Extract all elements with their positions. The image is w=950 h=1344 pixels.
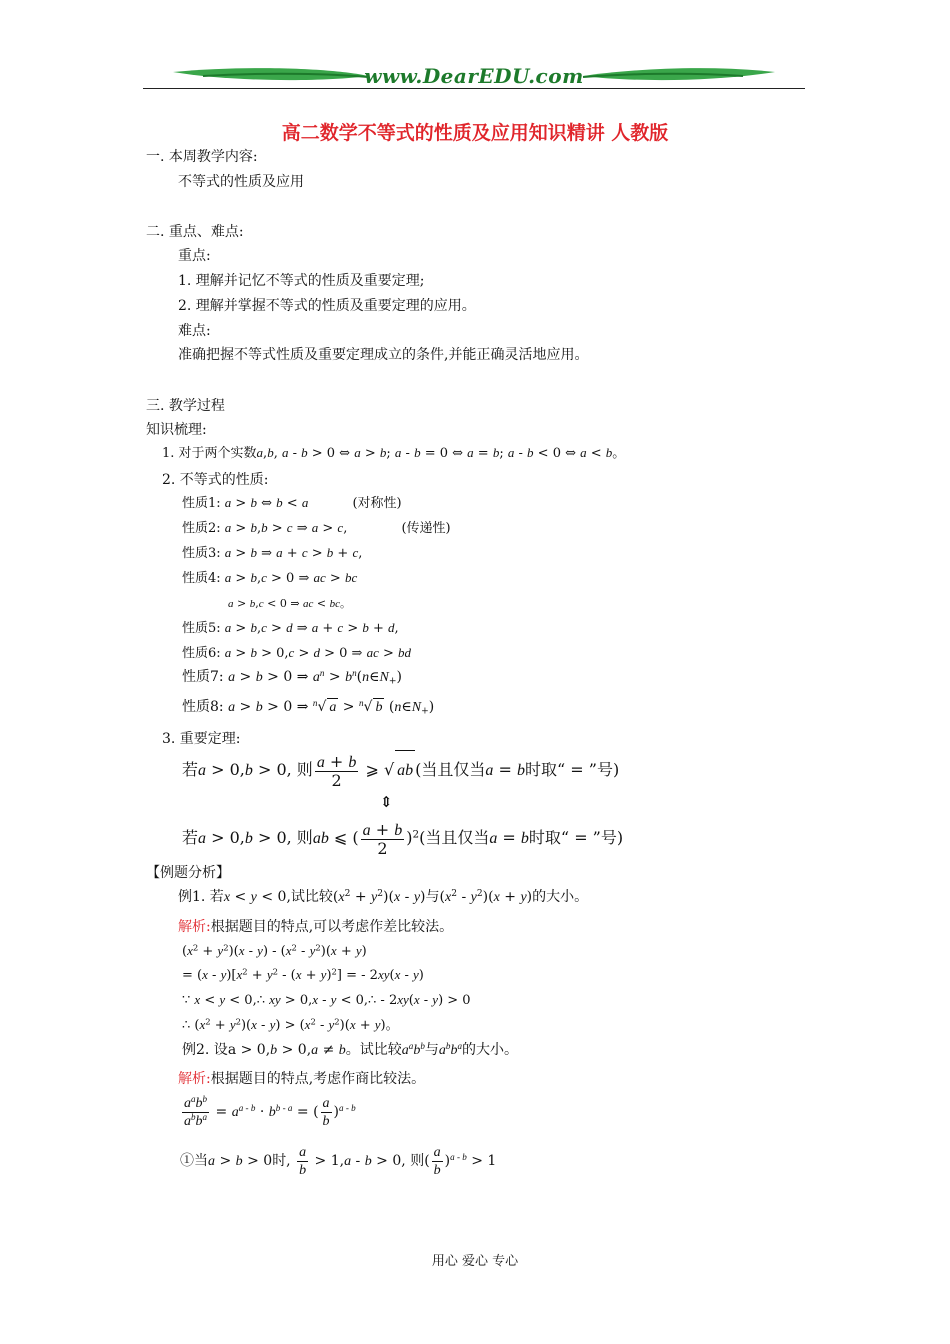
property-8: 性质8: a > b > 0 ⇒ $^n$√ a > $^n$√ b $(n\in N_+)$ bbox=[182, 698, 435, 717]
property-2: 性质2: a > b,b > c ⇒ a > c, (传递性) bbox=[182, 520, 451, 536]
key-point-2: 2. 理解并掌握不等式的性质及重要定理的应用。 bbox=[178, 298, 476, 314]
item1-comparison: 1. 对于两个实数a,b, a - b > 0 ⇔ a > b; a - b = 0 ⇔ a = b; a - b < 0 ⇔ a < b。 bbox=[162, 445, 626, 461]
property-1: 性质1: a > b ⇔ b < a (对称性) bbox=[182, 495, 402, 511]
section1-content: 不等式的性质及应用 bbox=[178, 174, 304, 190]
examples-heading: 【例题分析】 bbox=[146, 865, 230, 881]
property-4-corollary: a > b,c < 0 ⇒ ac < bc。 bbox=[228, 597, 352, 610]
item2-heading: 2. 不等式的性质: bbox=[162, 472, 269, 488]
key-label: 重点: bbox=[178, 248, 211, 264]
theorem-am-gm: 若a > 0,b > 0, 则 $\frac{a + b}{2}$ ⩾ √ ab (当且仅当a = b时取“ = ”号) bbox=[182, 751, 620, 790]
section3-heading: 三. 教学过程 bbox=[146, 398, 225, 414]
example-1-step-2: = $(x - y)[x^2 + y^2 - (x + y)^2]$ = - 2xy(x - y) bbox=[182, 966, 424, 983]
example-2-case-1: ①当a > b > 0时, $\frac{a}{b}$ > 1,a - b > 0, 则( $\frac{a}{b}$ )$^{a - b}$ > 1 bbox=[180, 1144, 497, 1178]
header-rule bbox=[143, 88, 805, 89]
property-3: 性质3: a > b ⇒ a + c > b + c, bbox=[182, 545, 363, 561]
example-1-step-1: $(x^2 + y^2)(x - y) - (x^2 - y^2)(x + y)$ bbox=[182, 942, 367, 959]
section1-heading: 一. 本周教学内容: bbox=[146, 149, 258, 165]
example-1-step-3: ∵ x < y < 0,∴ xy > 0,x - y < 0,∴ - 2xy(x - y) > 0 bbox=[182, 992, 471, 1008]
item3-heading: 3. 重要定理: bbox=[162, 731, 241, 747]
property-7: 性质7: a > b > 0 ⇒ $a^n$ > $b^n(n\in N_+)$ bbox=[182, 668, 402, 687]
section2-heading: 二. 重点、难点: bbox=[146, 224, 244, 240]
key-point-1: 1. 理解并记忆不等式的性质及重要定理; bbox=[178, 273, 425, 289]
equivalence-arrow-icon: ⇕ bbox=[380, 793, 393, 811]
property-5: 性质5: a > b,c > d ⇒ a + c > b + d, bbox=[182, 620, 399, 636]
example-1-conclusion: ∴ $(x^2 + y^2)(x - y) > (x^2 - y^2)(x + y)$。 bbox=[182, 1016, 399, 1033]
page-footer: 用心 爱心 专心 bbox=[431, 1254, 519, 1269]
example-1-analysis: 解析:根据题目的特点,可以考虑作差比较法。 bbox=[178, 919, 454, 935]
example-2-question: 例2. 设a > 0,b > 0,a ≠ b。试比较$a^ab^b$与$a^bb^a$的大小。 bbox=[182, 1041, 518, 1058]
example-2-quotient: $\frac{a^ab^b}{a^bb^a}$ = $a^{a - b} \cdot b^{b - a}$ = ( $\frac{a}{b}$ )$^{a - b}$ bbox=[184, 1093, 356, 1129]
difficulty-text: 准确把握不等式性质及重要定理成立的条件,并能正确灵活地应用。 bbox=[178, 347, 589, 363]
knowledge-label: 知识梳理: bbox=[146, 422, 207, 438]
site-url: www.DearEDU.com bbox=[364, 64, 584, 88]
item1-prefix: 1. 对于两个实数 bbox=[162, 446, 257, 461]
property-4: 性质4: a > b,c > 0 ⇒ ac > bc bbox=[182, 570, 358, 586]
difficulty-label: 难点: bbox=[178, 323, 211, 339]
example-1-question: 例1. 若x < y < 0,试比较$(x^2 + y^2)(x - y)$与$(x^2 - y^2)(x + y)$的大小。 bbox=[178, 889, 589, 905]
page-title: 高二数学不等式的性质及应用知识精讲 人教版 bbox=[281, 122, 669, 144]
theorem-product-bound: 若a > 0,b > 0, 则ab ⩽ ( $\frac{a + b}{2}$ )$^2$(当且仅当a = b时取“ = ”号) bbox=[182, 819, 624, 858]
example-2-analysis: 解析:根据题目的特点,考虑作商比较法。 bbox=[178, 1071, 426, 1087]
property-6: 性质6: a > b > 0,c > d > 0 ⇒ ac > bd bbox=[182, 645, 412, 661]
